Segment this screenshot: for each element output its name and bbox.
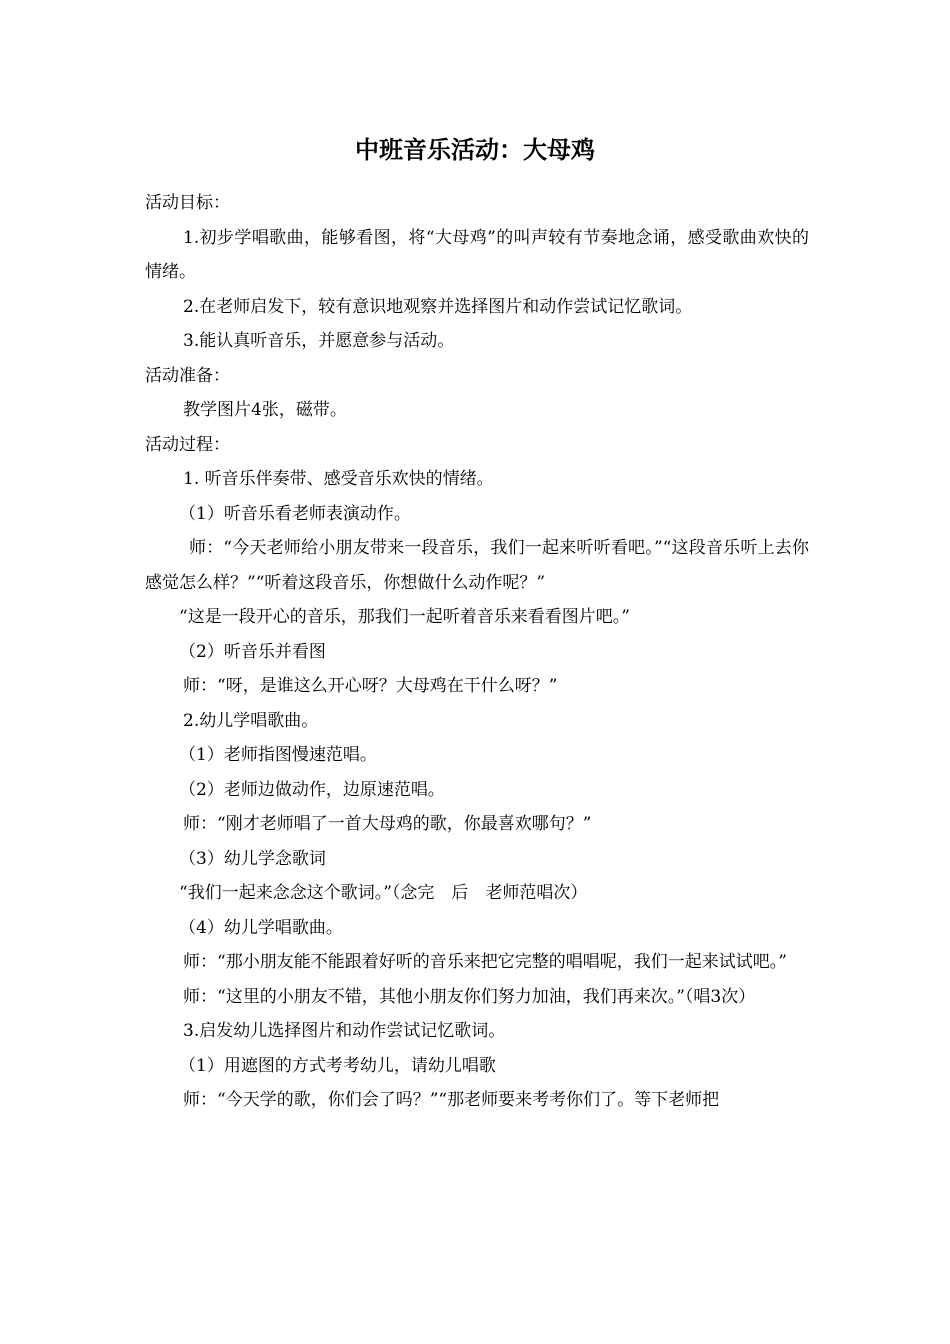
paragraph: 3.能认真听音乐，并愿意参与活动。 bbox=[183, 331, 455, 351]
paragraph: 师：“呀，是谁这么开心呀？大母鸡在干什么呀？” bbox=[183, 676, 558, 696]
paragraph: 1.初步学唱歌曲，能够看图，将“大母鸡”的叫声较有节奏地念诵，感受歌曲欢快的情绪。 bbox=[145, 227, 809, 282]
paragraph: （1）听音乐看老师表演动作。 bbox=[179, 503, 411, 524]
paragraph: 2.在老师启发下，较有意识地观察并选择图片和动作尝试记忆歌词。 bbox=[183, 296, 693, 317]
paragraph: “这是一段开心的音乐，那我们一起听着音乐来看看图片吧。” bbox=[179, 607, 630, 627]
paragraph: （1）用遮图的方式考考幼儿，请幼儿唱歌 bbox=[179, 1055, 496, 1076]
document-title: 中班音乐活动：大母鸡 bbox=[355, 136, 595, 164]
paragraph: 师：“今天老师给小朋友带来一段音乐，我们一起来听听看吧。”“这段音乐听上去你感觉怎么样？”“听着这段音乐，你想做什么动作呢？” bbox=[145, 538, 809, 593]
section-heading-process: 活动过程： bbox=[145, 434, 230, 455]
paragraph: 师：“这里的小朋友不错，其他小朋友你们努力加油，我们再来次。”（唱3次） bbox=[183, 986, 756, 1007]
paragraph: 师：“那小朋友能不能跟着好听的音乐来把它完整的唱唱呢，我们一起来试试吧。” bbox=[183, 952, 787, 972]
paragraph: 2.幼儿学唱歌曲。 bbox=[183, 710, 319, 731]
document-body bbox=[145, 186, 809, 1118]
paragraph: 师：“刚才老师唱了一首大母鸡的歌，你最喜欢哪句？” bbox=[183, 814, 592, 834]
paragraph: （4）幼儿学唱歌曲。 bbox=[179, 917, 343, 938]
paragraph: 师：“今天学的歌，你们会了吗？”“那老师要来考考你们了。等下老师把 bbox=[183, 1090, 720, 1110]
paragraph: “我们一起来念念这个歌词。”（念完 后 老师范唱次） bbox=[179, 883, 588, 903]
paragraph: （3）幼儿学念歌词 bbox=[179, 848, 326, 869]
paragraph: 3.启发幼儿选择图片和动作尝试记忆歌词。 bbox=[183, 1021, 506, 1041]
section-heading-goals: 活动目标： bbox=[145, 193, 230, 213]
paragraph: （1）老师指图慢速范唱。 bbox=[179, 745, 377, 765]
section-heading-preparation: 活动准备： bbox=[145, 365, 230, 386]
paragraph: （2）老师边做动作，边原速范唱。 bbox=[179, 779, 445, 800]
paragraph: 1. 听音乐伴奏带、感受音乐欢快的情绪。 bbox=[183, 469, 494, 489]
paragraph: （2）听音乐并看图 bbox=[179, 641, 326, 662]
paragraph: 教学图片4张，磁带。 bbox=[183, 400, 347, 420]
